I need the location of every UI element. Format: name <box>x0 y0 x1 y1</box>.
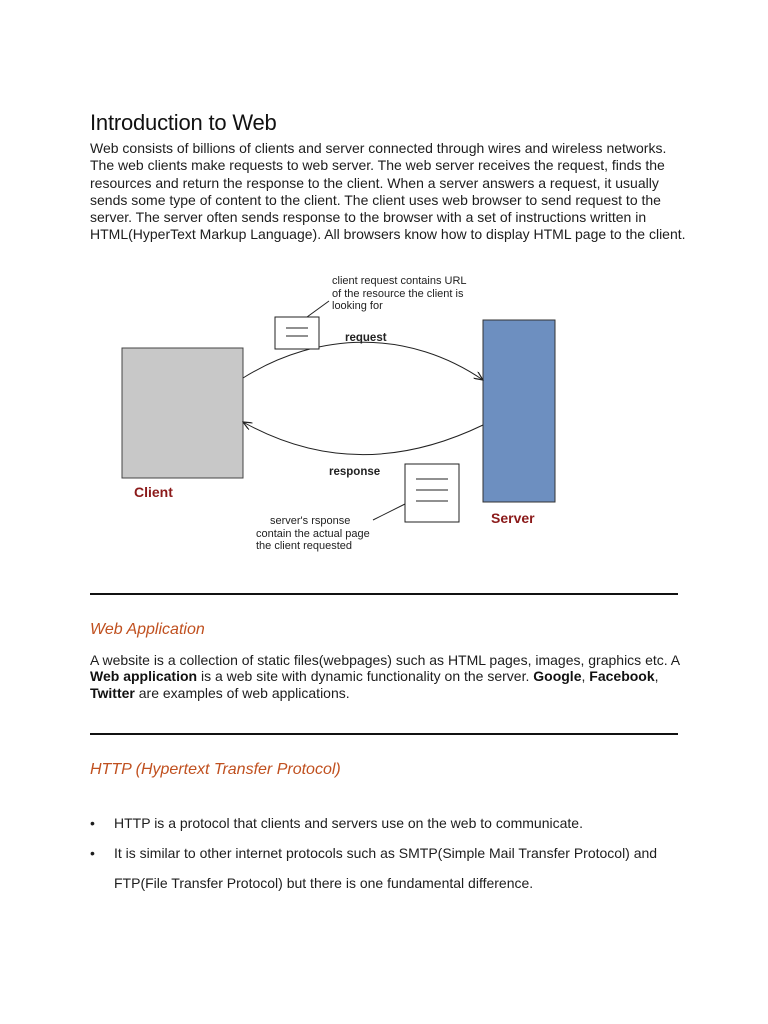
list-item <box>90 808 710 838</box>
server-box <box>483 320 555 502</box>
bullet-icon: • <box>90 845 95 861</box>
response-note-line: server's rsponse <box>270 515 351 527</box>
bullet-text: It is similar to other internet protocols such as SMTP(Simple Mail Transfer Protocol) and FTP(File Transfer Protocol) but there is one fundamental difference. <box>114 845 658 891</box>
section-divider <box>90 593 678 595</box>
bold-term: Google <box>533 668 582 685</box>
intro-paragraph: Web consists of billions of clients and server connected through wires and wireless networks. The web clients make requests to web server. The web server receives the request, finds the resources and return the response to the client. When a server answers a request, it usually sends some type of content to the client. The client uses web browser to send request to the server. The server often sends response to the browser with a set of instructions written in HTML(HyperText Markup Language). All browsers know how to display HTML page to the client. <box>90 140 686 243</box>
bullet-icon: • <box>90 815 95 831</box>
paragraph-text: A website is a collection of static files(webpages) such as HTML pages, images, graphics etc. A <box>90 652 680 668</box>
response-note-line: the client requested <box>256 540 353 552</box>
paragraph-text: , <box>581 668 590 685</box>
request-note-line: client request contains URL <box>332 275 467 287</box>
request-note-connector <box>307 301 329 317</box>
response-note-connector <box>373 504 405 520</box>
request-note <box>332 275 467 313</box>
server-label: Server <box>491 510 535 526</box>
response-label: response <box>329 466 381 478</box>
http-heading: HTTP (Hypertext Transfer Protocol) <box>90 761 341 778</box>
bold-term: Facebook <box>589 668 655 685</box>
response-note-line: contain the actual page <box>256 527 370 540</box>
request-label: request <box>345 332 387 344</box>
bold-term: Web application <box>90 668 198 685</box>
response-arrow <box>243 422 483 455</box>
web-application-heading: Web Application <box>90 621 205 638</box>
response-document-icon <box>405 464 459 522</box>
list-item <box>90 838 710 898</box>
response-note <box>256 515 370 553</box>
paragraph-text: is a web site with dynamic functionality on the server. <box>197 668 534 685</box>
client-box <box>122 348 243 478</box>
request-document-icon <box>275 317 319 349</box>
client-label: Client <box>134 484 173 500</box>
paragraph-text: , <box>654 668 659 685</box>
page-title: Introduction to Web <box>90 110 277 135</box>
web-application-paragraph <box>90 652 690 701</box>
section-divider <box>90 733 678 735</box>
bullet-text: HTTP is a protocol that clients and servers use on the web to communicate. <box>114 815 583 831</box>
request-note-line: of the resource the client is <box>332 287 464 300</box>
http-bullet-list <box>90 808 710 898</box>
bold-term: Twitter <box>90 684 135 701</box>
client-server-diagram <box>100 270 580 570</box>
request-note-line: looking for <box>332 300 383 312</box>
paragraph-text: are examples of web applications. <box>134 684 350 701</box>
